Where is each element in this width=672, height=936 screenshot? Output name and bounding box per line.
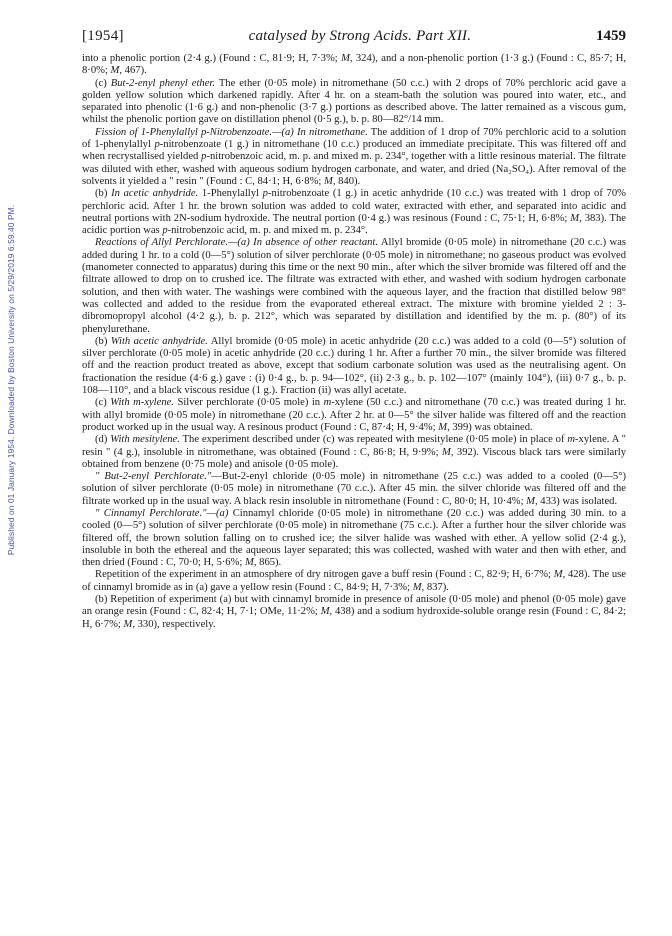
paragraph — [82, 188, 626, 237]
italic-text: p — [262, 188, 268, 200]
italic-text: With mesitylene. — [110, 434, 180, 446]
italic-text: Reactions of Allyl Perchlorate.—(a) In absence of other reactant. — [95, 237, 379, 249]
body-text: The ether (0·05 mole) in nitromethane (50 c.c.) with 2 drops of 70% perchloric acid gave a golden yellow solution which darkened rapidly. After 4 hr. on a steam-bath the solution was poured into water, etc., and separated into phenolic (1·6 g.) and non-phenolic (3·7 g.) portions as described above. The latter remained as a viscous gum, whilst the phenolic portion gave on distillation phenol (0·5 g.), b. p. 80—82°/14 mm. — [82, 77, 627, 126]
paragraph — [82, 594, 626, 631]
paragraph — [82, 471, 626, 508]
paragraph — [82, 78, 626, 127]
paragraph — [82, 336, 626, 397]
italic-text: M — [412, 581, 422, 593]
italic-text: p — [201, 151, 207, 163]
body-text: (b) — [95, 188, 112, 200]
body-text: (c) — [95, 397, 111, 409]
body-text: -nitrobenzoic acid, m. p. and mixed m. p. 234°, together with a little resinous material. The filtrate was diluted with ether, washed with aqueous sodium hydrogen carbonate, and water, and dried (Na₂SO₄). After removal of the solvents it yielded a " resin " (Found : C, 84·1; H, 6·8%; — [82, 151, 626, 187]
body-text: Cinnamyl chloride (0·05 mole) in nitromethane (20 c.c.) was added during 30 min. to a cooled (0—5°) solution of silver perchlorate (0·05 mole) in nitromethane (75 c.c.). After a further hour the silver chloride was filtered off, the brown solution falling on to crushed ice; the silver halide was washed with ether. A yellow solid (2·4 g.), insoluble in both the ethereal and the aqueous layer separated; this was collected, washed with water and then with ether, and then dried (Found : C, 70·0; H, 5·6%; — [82, 507, 626, 569]
italic-text: In acetic anhydride. — [111, 188, 199, 200]
body-text: (c) — [95, 77, 111, 89]
italic-text: M — [123, 618, 133, 630]
body-text: , 840). — [332, 175, 361, 187]
body-text: , 330), respectively. — [132, 618, 216, 630]
body-text: —But-2-enyl chloride (0·05 mole) in nitromethane (25 c.c.) was added to a cooled (0—5°) solution of silver perchlorate (0·05 mole) in nitromethane (70 c.c.). After 45 min. the silver chloride was filtered off and the filtrate worked up in the usual way. A black resin insoluble in nitromethane (Found : C, 80·0; H, 10·4%; — [82, 471, 626, 507]
body-text: Allyl bromide (0·05 mole) in nitromethane (20 c.c.) was added during 1 hr. to a cold (0—5°) solution of silver perchlorate (0·05 mole) in nitromethane; no gaseous product was evolved (manometer connected to apparatus) during this time or the next 90 min., after which the silver bromide was filtered off and the filtrate allowed to drop on to crushed ice. The filtrate was extracted with ether, and washed with sodium hydrogen carbonate solution, and then with water. The washings were combined with the aqueous layer, and the fraction that distilled below 98° was collected and added to the residue from the evaporated ethereal extract. The mixture with bromine yielded 2 : 3-dibromopropyl alcohol (4·2 g.), b. p. 212°, which was separated by distillation and identified by the m. p. (80°) of its phenylurethane. — [82, 237, 627, 335]
body-text: Silver perchlorate (0·05 mole) in — [173, 397, 324, 409]
italic-text: With acetic anhydride. — [110, 335, 208, 347]
body-text: -nitrobenzoate (1 g.) in acetic anhydride (10 c.c.) was treated with 1 drop of 70% perchloric acid. After 1 hr. the brown solution was added to cold water, extracted with ether, and separated into acidic and neutral portions with 2N-sodium hydroxide. The neutral portion (0·4 g.) was resinous (Found : C, 75·1; H, 6·8%; — [82, 188, 626, 224]
body-text: -nitrobenzoate (1 g.) in nitromethane (10 c.c.) produced an immediate precipitate. This was filtered off and when recrystallised yielded — [82, 139, 627, 163]
italic-text: " Cinnamyl Perchlorate."—(a) — [95, 507, 229, 519]
body-text: (d) — [95, 434, 111, 446]
italic-text: m — [567, 434, 576, 446]
header-title: catalysed by Strong Acids. Part XII. — [248, 28, 472, 44]
body-text: (b) Repetition of experiment (a) but with cinnamyl bromide in presence of anisole (0·05 mole) and phenol (0·05 mole) gave an orange resin (Found : C, 82·4; H, 7·1; OMe, 11·2%; — [82, 594, 626, 618]
body-text: , 467). — [119, 65, 147, 77]
body-text: , 324), and a non-phenolic portion (1·3 g.) (Found : C, 85·7; H, 8·0%; — [82, 53, 627, 77]
body-text: into a phenolic portion (2·4 g.) (Found : C, 81·9; H, 7·3%; — [82, 53, 342, 64]
body-text: (b) — [95, 335, 111, 347]
italic-text: M — [320, 606, 330, 618]
italic-text: M — [553, 569, 563, 581]
paragraph — [82, 569, 626, 594]
italic-text: M — [323, 175, 333, 187]
body-text: -xylene. A " resin " (4 g.), insoluble in nitromethane, was obtained (Found : C, 86·8; H, 9·9%; — [82, 434, 626, 458]
italic-text: M — [526, 495, 535, 507]
body-text: , 433) was isolated. — [535, 495, 618, 507]
article-body — [82, 53, 626, 631]
italic-text: M — [341, 53, 350, 64]
body-text: 1-Phenylallyl — [198, 188, 263, 200]
italic-text: But-2-enyl phenyl ether. — [110, 77, 215, 89]
download-watermark-text: Published on 01 January 1954. Downloaded by Boston University on 5/29/2019 6:59:40 PM. — [6, 204, 16, 556]
italic-text: M — [245, 557, 254, 569]
paragraph — [82, 434, 626, 471]
italic-text: Fission of 1-Phenylallyl p-Nitrobenzoate.—(a) In nitromethane. — [95, 126, 368, 138]
body-text: -nitrobenzoic acid, m. p. and mixed m. p. 234°. — [167, 225, 368, 237]
paragraph — [82, 237, 626, 335]
paragraph — [82, 397, 626, 434]
body-text: , 392). Viscous black tars were similarly obtained from benzene (0·75 mole) and anisole (0·05 mole). — [82, 446, 626, 470]
page-number: 1459 — [596, 28, 626, 44]
italic-text: p — [154, 139, 160, 151]
paragraph — [82, 53, 626, 78]
italic-text: " But-2-enyl Perchlorate." — [95, 471, 212, 483]
body-text: -xylene (50 c.c.) and nitromethane (70 c.c.) was treated during 1 hr. with allyl bromide (0·05 mole) in nitromethane (20 c.c.). After 2 hr. at 0—5° the silver halide was filtered off and the reaction product worked up in the usual way. A resinous product (Found : C, 87·4; H, 9·4%; — [82, 397, 627, 433]
italic-text: M — [441, 446, 451, 458]
body-text: , 438) and a sodium hydroxide-soluble orange resin (Found : C, 84·2; H, 6·7%; — [82, 606, 626, 630]
italic-text: M — [438, 421, 448, 433]
body-text: Allyl bromide (0·05 mole) in acetic anhydride (20 c.c.) was added to a cold (0—5°) solution of silver perchlorate (0·05 mole) in acetic anhydride (20 c.c.) during 1 hr. After a further 70 min., the silver bromide was filtered off and the reaction product treated as above, except that sodium carbonate solution was used as the neutralising agent. On fractionation the residue (4·6 g.) gave : (i) 0·4 g., b. p. 94—102°, (ii) 2·3 g., b. p. 102—107° (mainly 104°), (iii) 0·7 g., b. p. 108—110°, and a black viscous residue (1 g.). Fraction (ii) was allyl acetate. — [82, 335, 626, 397]
paragraph — [82, 508, 626, 569]
body-text: , 428). The use of cinnamyl bromide as in (a) gave a yellow resin (Found : C, 84·9; H, 7·3%; — [82, 569, 627, 593]
paragraph — [82, 127, 626, 188]
body-text: The addition of 1 drop of 70% perchloric acid to a solution of 1-phenylallyl — [82, 126, 626, 151]
download-watermark — [0, 140, 22, 620]
body-text: , 383). The acidic portion was — [82, 212, 626, 237]
body-text: , 399) was obtained. — [447, 421, 533, 433]
italic-text: With m-xylene. — [110, 397, 174, 409]
body-text: Repetition of the experiment in an atmosphere of dry nitrogen gave a buff resin (Found : C, 82·9; H, 6·7%; — [95, 569, 554, 581]
italic-text: M — [570, 212, 580, 224]
body-text: The experiment described under (c) was repeated with mesitylene (0·05 mole) in place of — [179, 434, 568, 446]
header-year: [1954] — [82, 28, 124, 44]
body-text: , 865). — [253, 557, 282, 569]
italic-text: M — [110, 65, 120, 77]
journal-page — [82, 28, 626, 631]
italic-text: p — [162, 225, 168, 237]
running-head — [82, 28, 626, 45]
body-text: , 837). — [421, 581, 449, 593]
italic-text: m — [323, 397, 332, 409]
